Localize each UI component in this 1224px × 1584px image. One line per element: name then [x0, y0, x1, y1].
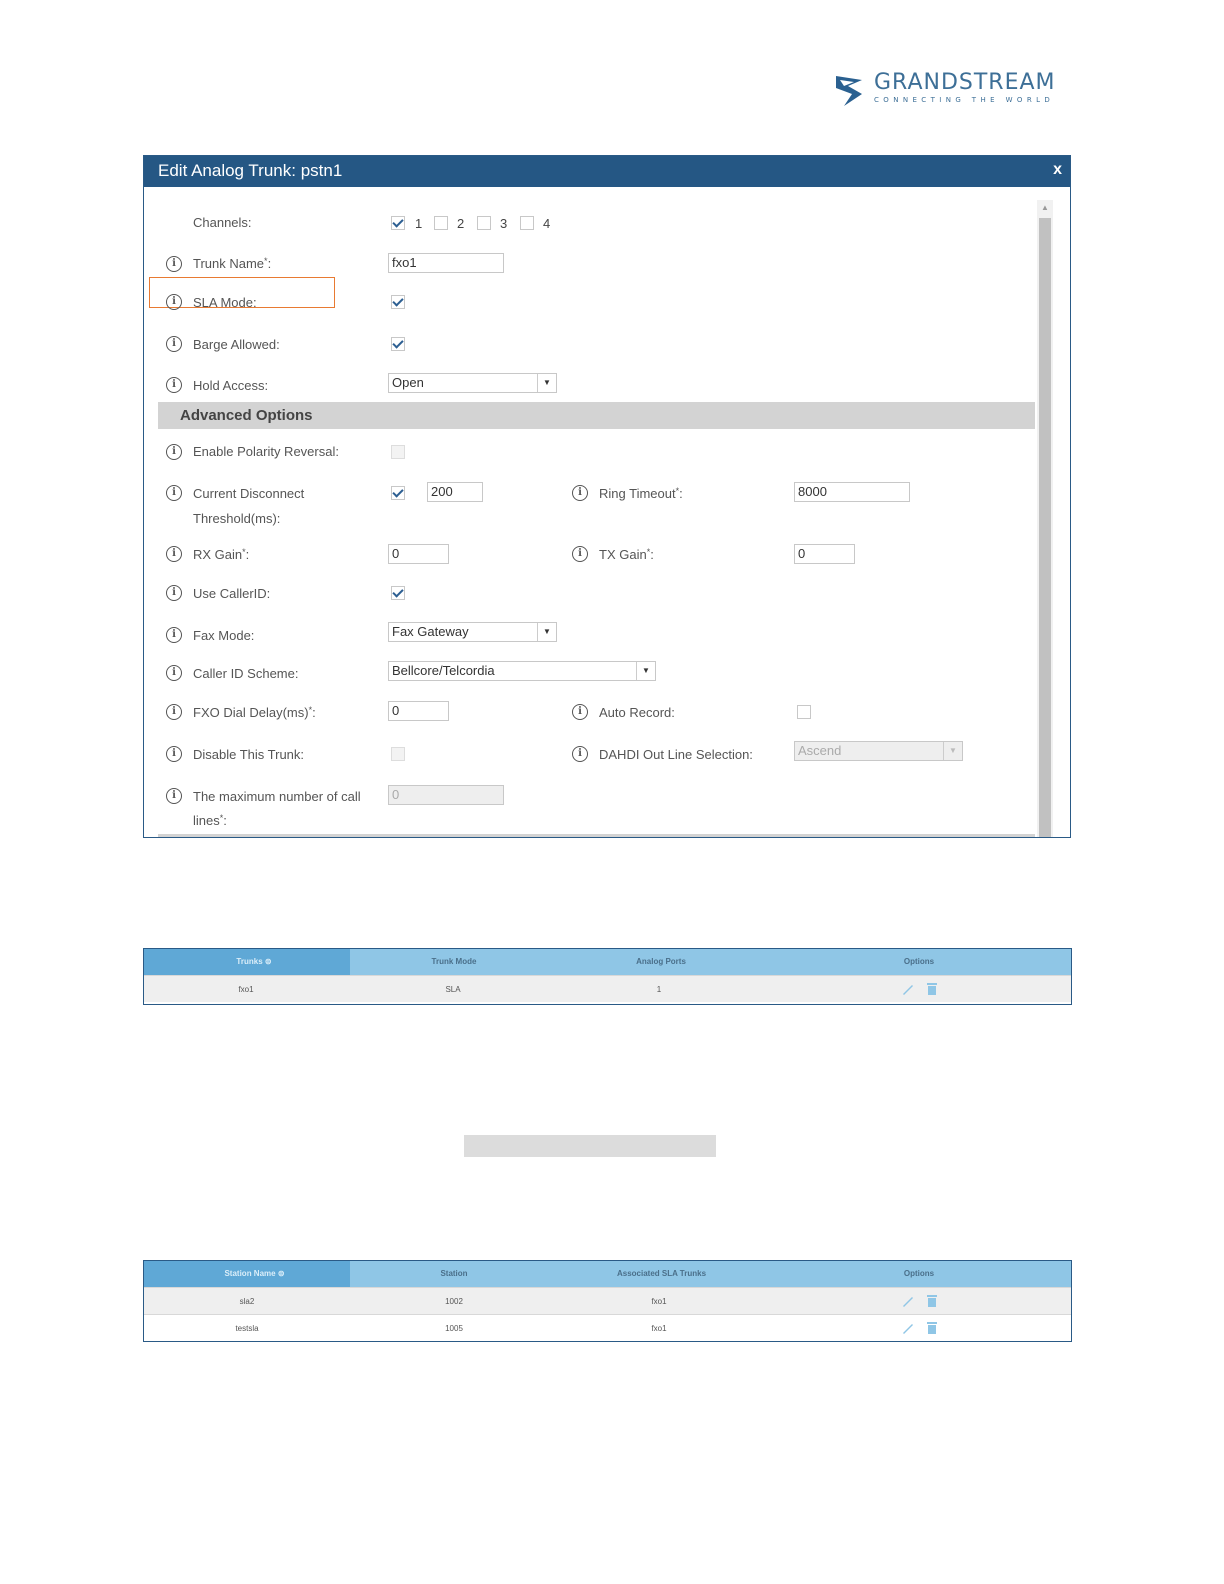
sla-mode-checkbox[interactable]	[391, 295, 405, 309]
trunk-cell: fxo1	[238, 985, 254, 994]
use-callerid-label: Use CallerID:	[193, 586, 271, 601]
column-header-trunks[interactable]: Trunks ⊜	[236, 957, 272, 966]
fxo-dial-delay-label: FXO Dial Delay(ms)*:	[193, 705, 316, 720]
info-icon[interactable]: i	[166, 444, 182, 460]
caller-id-scheme-label: Caller ID Scheme:	[193, 666, 299, 681]
rx-gain-input[interactable]: 0	[388, 544, 449, 564]
column-header-station-name[interactable]: Station Name ⊜	[224, 1269, 285, 1278]
column-header-associated-sla-trunks: Associated SLA Trunks	[616, 1269, 707, 1278]
dahdi-out-line-label: DAHDI Out Line Selection:	[599, 747, 753, 762]
dropdown-arrow-icon: ▼	[943, 742, 962, 760]
trunk-mode-cell: SLA	[445, 985, 461, 994]
dropdown-arrow-icon: ▼	[537, 374, 556, 392]
info-icon[interactable]: i	[166, 704, 182, 720]
column-header-analog-ports: Analog Ports	[636, 957, 686, 966]
polarity-reversal-checkbox[interactable]	[391, 445, 405, 459]
associated-trunks-cell: fxo1	[651, 1297, 667, 1306]
info-icon[interactable]: i	[572, 546, 588, 562]
auto-record-checkbox[interactable]	[797, 705, 811, 719]
fxo-dial-delay-input[interactable]: 0	[388, 701, 449, 721]
grandstream-swoosh-icon	[832, 72, 868, 108]
info-icon[interactable]: i	[166, 788, 182, 804]
info-icon[interactable]: i	[572, 485, 588, 501]
info-icon[interactable]: i	[166, 336, 182, 352]
close-button[interactable]: x	[1053, 161, 1062, 178]
info-icon[interactable]: i	[572, 746, 588, 762]
edit-pencil-icon[interactable]	[901, 982, 915, 996]
caller-id-scheme-select[interactable]: Bellcore/Telcordia ▼	[388, 661, 656, 681]
station-cell: 1002	[445, 1297, 463, 1306]
logo-name: GRANDSTREAM	[874, 70, 1056, 95]
max-call-lines-label-line2: lines*:	[193, 813, 227, 828]
current-disconnect-label-line2: Threshold(ms):	[193, 511, 281, 526]
use-callerid-checkbox[interactable]	[391, 586, 405, 600]
table-row	[144, 1287, 1071, 1314]
info-icon[interactable]: i	[166, 665, 182, 681]
tx-gain-input[interactable]: 0	[794, 544, 855, 564]
info-icon[interactable]: i	[166, 377, 182, 393]
station-name-cell: sla2	[239, 1297, 255, 1306]
channel-3-label: 3	[500, 216, 508, 231]
fax-mode-select[interactable]: Fax Gateway ▼	[388, 622, 557, 642]
auto-record-label: Auto Record:	[599, 705, 675, 720]
channel-2-checkbox[interactable]	[434, 216, 448, 230]
info-icon[interactable]: i	[166, 256, 182, 272]
sort-icon[interactable]: ⊜	[277, 1269, 285, 1278]
info-icon[interactable]: i	[572, 704, 588, 720]
column-header-trunk-mode: Trunk Mode	[431, 957, 477, 966]
dropdown-arrow-icon: ▼	[537, 623, 556, 641]
caption-placeholder-bar	[464, 1135, 716, 1157]
channel-4-label: 4	[543, 216, 551, 231]
table-header	[144, 949, 1071, 975]
sla-stations-table	[143, 1260, 1072, 1342]
rx-gain-label: RX Gain*:	[193, 547, 250, 562]
max-call-lines-input[interactable]: 0	[388, 785, 504, 805]
scroll-up-arrow-icon[interactable]: ▲	[1041, 203, 1049, 212]
scrollbar[interactable]	[1037, 200, 1053, 838]
disable-trunk-checkbox[interactable]	[391, 747, 405, 761]
info-icon[interactable]: i	[166, 294, 182, 310]
table-row	[144, 975, 1071, 1002]
logo-tagline: CONNECTING THE WORLD	[874, 96, 1055, 104]
fax-mode-label: Fax Mode:	[193, 628, 255, 643]
associated-trunks-cell: fxo1	[651, 1324, 667, 1333]
dialog-bottom-section	[158, 834, 1035, 838]
edit-pencil-icon[interactable]	[901, 1321, 915, 1335]
barge-allowed-checkbox[interactable]	[391, 337, 405, 351]
advanced-options-title: Advanced Options	[180, 407, 313, 424]
info-icon[interactable]: i	[166, 585, 182, 601]
info-icon[interactable]: i	[166, 546, 182, 562]
column-header-options: Options	[903, 957, 935, 966]
channel-4-checkbox[interactable]	[520, 216, 534, 230]
trunks-table	[143, 948, 1072, 1005]
dialog-header	[144, 156, 1070, 187]
advanced-options-header	[158, 402, 1035, 429]
table-row	[144, 1314, 1071, 1341]
ring-timeout-input[interactable]: 8000	[794, 482, 910, 502]
column-header-station: Station	[440, 1269, 468, 1278]
scroll-thumb[interactable]	[1039, 218, 1051, 838]
station-name-cell: testsla	[235, 1324, 259, 1333]
barge-allowed-label: Barge Allowed:	[193, 337, 280, 352]
edit-analog-trunk-dialog	[143, 155, 1071, 838]
channel-2-label: 2	[457, 216, 465, 231]
max-call-lines-label-line1: The maximum number of call	[193, 789, 361, 804]
dialog-title: Edit Analog Trunk: pstn1	[158, 161, 343, 180]
trunk-name-input[interactable]: fxo1	[388, 253, 504, 273]
current-disconnect-label-line1: Current Disconnect	[193, 486, 305, 501]
table-header	[144, 1261, 1071, 1287]
info-icon[interactable]: i	[166, 746, 182, 762]
trunk-name-label: Trunk Name*:	[193, 256, 272, 271]
column-header-options: Options	[903, 1269, 935, 1278]
sla-mode-label: SLA Mode:	[193, 295, 257, 310]
dahdi-out-line-select[interactable]: Ascend ▼	[794, 741, 963, 761]
channels-label: Channels:	[193, 215, 252, 230]
channel-3-checkbox[interactable]	[477, 216, 491, 230]
tx-gain-label: TX Gain*:	[599, 547, 654, 562]
delete-trash-icon[interactable]	[927, 1321, 937, 1334]
delete-trash-icon[interactable]	[927, 1294, 937, 1307]
info-icon[interactable]: i	[166, 627, 182, 643]
delete-trash-icon[interactable]	[927, 982, 937, 995]
channel-1-label: 1	[415, 216, 423, 231]
current-disconnect-input[interactable]: 200	[427, 482, 483, 502]
disable-trunk-label: Disable This Trunk:	[193, 747, 305, 762]
ring-timeout-label: Ring Timeout*:	[599, 486, 683, 501]
channel-1-checkbox[interactable]	[391, 216, 405, 230]
polarity-reversal-label: Enable Polarity Reversal:	[193, 444, 339, 459]
station-cell: 1005	[445, 1324, 463, 1333]
hold-access-select[interactable]: Open ▼	[388, 373, 557, 393]
edit-pencil-icon[interactable]	[901, 1294, 915, 1308]
info-icon[interactable]: i	[166, 485, 182, 501]
analog-ports-cell: 1	[656, 985, 662, 994]
sort-icon[interactable]: ⊜	[264, 957, 272, 966]
grandstream-logo	[832, 70, 1072, 110]
hold-access-label: Hold Access:	[193, 378, 269, 393]
current-disconnect-checkbox[interactable]	[391, 486, 405, 500]
dropdown-arrow-icon: ▼	[636, 662, 655, 680]
